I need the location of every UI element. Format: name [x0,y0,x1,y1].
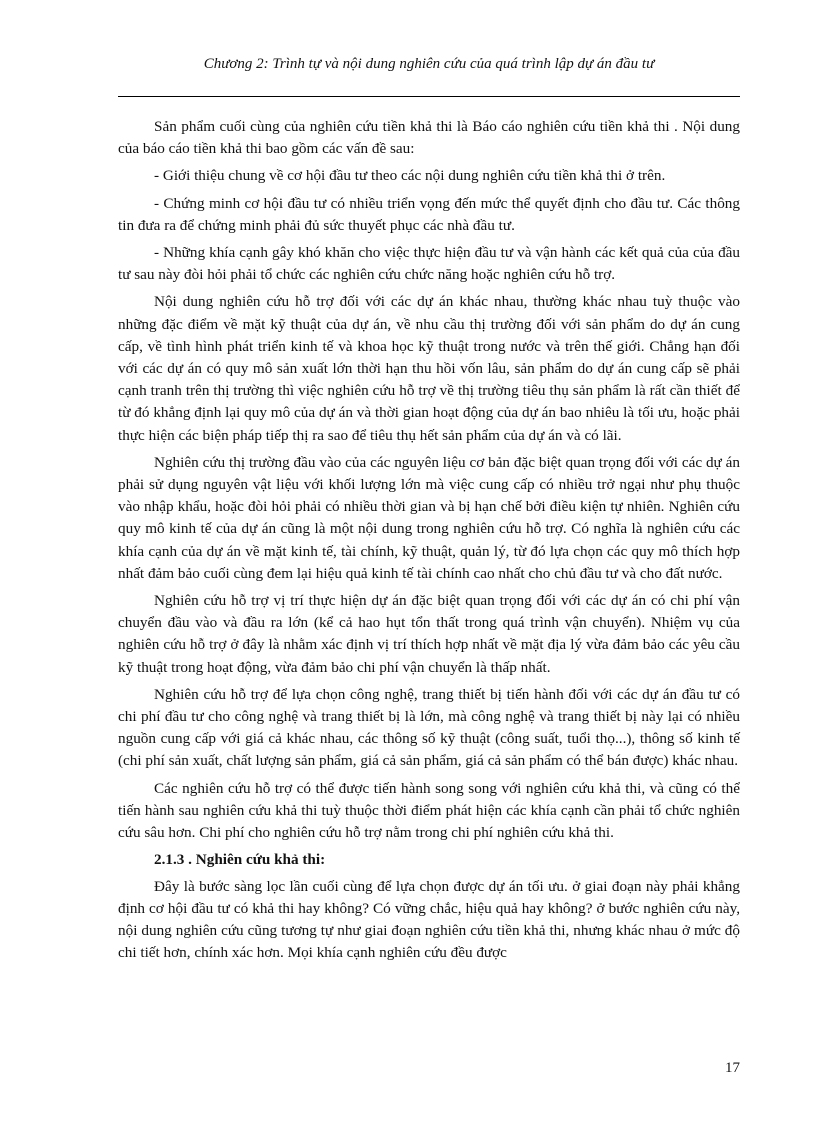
paragraph-timing: Các nghiên cứu hỗ trợ có thể được tiến hành song song với nghiên cứu khả thi, và cũng có thể tiến hành sau nghiên cứu khả thi tuỳ thuộc thời điểm phát hiện các khía cạnh cần phải tổ chức nghiên cứu sâu hơn. Chi phí cho nghiên cứu hỗ trợ nằm trong chi phí nghiên cứu khả thi. [118,779,740,842]
paragraph-input-market: Nghiên cứu thị trường đầu vào của các nguyên liệu cơ bản đặc biệt quan trọng đối với các dự án phải sử dụng nguyên vật liệu với khối lượng lớn mà việc cung cấp có nhiều trở ngại như phụ thuộc vào nhập khẩu, hoặc đòi hỏi phải có nhiều thời gian và bị hạn chế bởi điều kiện tự nhiên. Nghiên cứu quy mô kinh tế của dự án cũng là một nội dung trong nghiên cứu hỗ trợ. Có nghĩa là nghiên cứu các khía cạnh của dự án về mặt kinh tế, tài chính, kỹ thuật, quản lý, từ đó lựa chọn các quy mô thích hợp nhất đảm bảo cuối cùng đem lại hiệu quả kinh tế tài chính cao nhất cho chủ đầu tư và cho đất nước. [118,453,740,582]
page-header: Chương 2: Trình tự và nội dung nghiên cứu của quá trình lập dự án đầu tư [203,56,655,72]
page-body [118,116,740,969]
bullet-item-3: - Những khía cạnh gây khó khăn cho việc thực hiện đầu tư và vận hành các kết quả của của đầu tư sau này đòi hỏi phải tổ chức các nghiên cứu chức năng hoặc nghiên cứu hỗ trợ. [118,244,740,284]
header-divider [118,96,740,97]
paragraph-intro: Sản phẩm cuối cùng của nghiên cứu tiền khả thi là Báo cáo nghiên cứu tiền khả thi . Nội dung của báo cáo tiền khả thi bao gồm các vấn đề sau: [118,118,740,158]
page-number: 17 [725,1060,740,1076]
paragraph-technology: Nghiên cứu hỗ trợ để lựa chọn công nghệ, trang thiết bị tiến hành đối với các dự án đầu tư có chi phí đầu tư cho công nghệ và trang thiết bị là lớn, mà công nghệ và trang thiết bị này lại có nhiều nguồn cung cấp với giá cả khác nhau, các thông số kỹ thuật (công suất, tuổi thọ...), thông số kinh tế (chi phí sản xuất, chất lượng sản phẩm, giá cả sản phẩm, giá cả sản phẩm có thể bán được) khác nhau. [118,685,740,770]
section-heading: 2.1.3 . Nghiên cứu khả thi: [154,851,326,869]
bullet-item-2: - Chứng minh cơ hội đầu tư có nhiều triển vọng đến mức thể quyết định cho đầu tư. Các thông tin đưa ra để chứng minh phải đủ sức thuyết phục các nhà đầu tư. [118,194,740,234]
paragraph-feasibility: Đây là bước sàng lọc lần cuối cùng để lựa chọn được dự án tối ưu. ở giai đoạn này phải khẳng định cơ hội đầu tư có khả thi hay không? Có vững chắc, hiệu quả hay không? ở bước nghiên cứu này, nội dung nghiên cứu cũng tương tự như giai đoạn nghiên cứu tiền khả thi, nhưng khác nhau ở mức độ chi tiết hơn, chính xác hơn. Mọi khía cạnh nghiên cứu đều được [118,877,740,962]
paragraph-support-research: Nội dung nghiên cứu hỗ trợ đối với các dự án khác nhau, thường khác nhau tuỳ thuộc vào những đặc điểm về mặt kỹ thuật của dự án, về nhu cầu thị trường đối với sản phẩm do dự án cung cấp, về tình hình phát triển kinh tế và khoa học kỹ thuật trong nước và trên thế giới. Chẳng hạn đối với các dự án có quy mô sản xuất lớn thời hạn thu hồi vốn lâu, sản phẩm do dự án cung cấp sẽ phải cạnh tranh trên thị trường thì việc nghiên cứu hỗ trợ về thị trường tiêu thụ sản phẩm là rất cần thiết để từ đó khẳng định lại quy mô của dự án và thời gian hoạt động của dự án bao nhiêu là tối ưu, hoặc phải thực hiện các biện pháp tiếp thị ra sao để tiêu thụ hết sản phẩm của dự án và có lãi. [118,293,740,444]
bullet-item-1: - Giới thiệu chung về cơ hội đầu tư theo các nội dung nghiên cứu tiền khả thi ở trên. [154,167,666,185]
paragraph-location: Nghiên cứu hỗ trợ vị trí thực hiện dự án đặc biệt quan trọng đối với các dự án có chi phí vận chuyển đầu vào và đầu ra lớn (kể cả hao hụt tổn thất trong quá trình vận chuyển). Nhiệm vụ của nghiên cứu hỗ trợ ở đây là nhằm xác định vị trí thích hợp nhất về mặt địa lý vừa đảm bảo các yêu cầu kỹ thuật trong hoạt động, vừa đảm bảo chi phí vận chuyển là thấp nhất. [118,592,740,676]
